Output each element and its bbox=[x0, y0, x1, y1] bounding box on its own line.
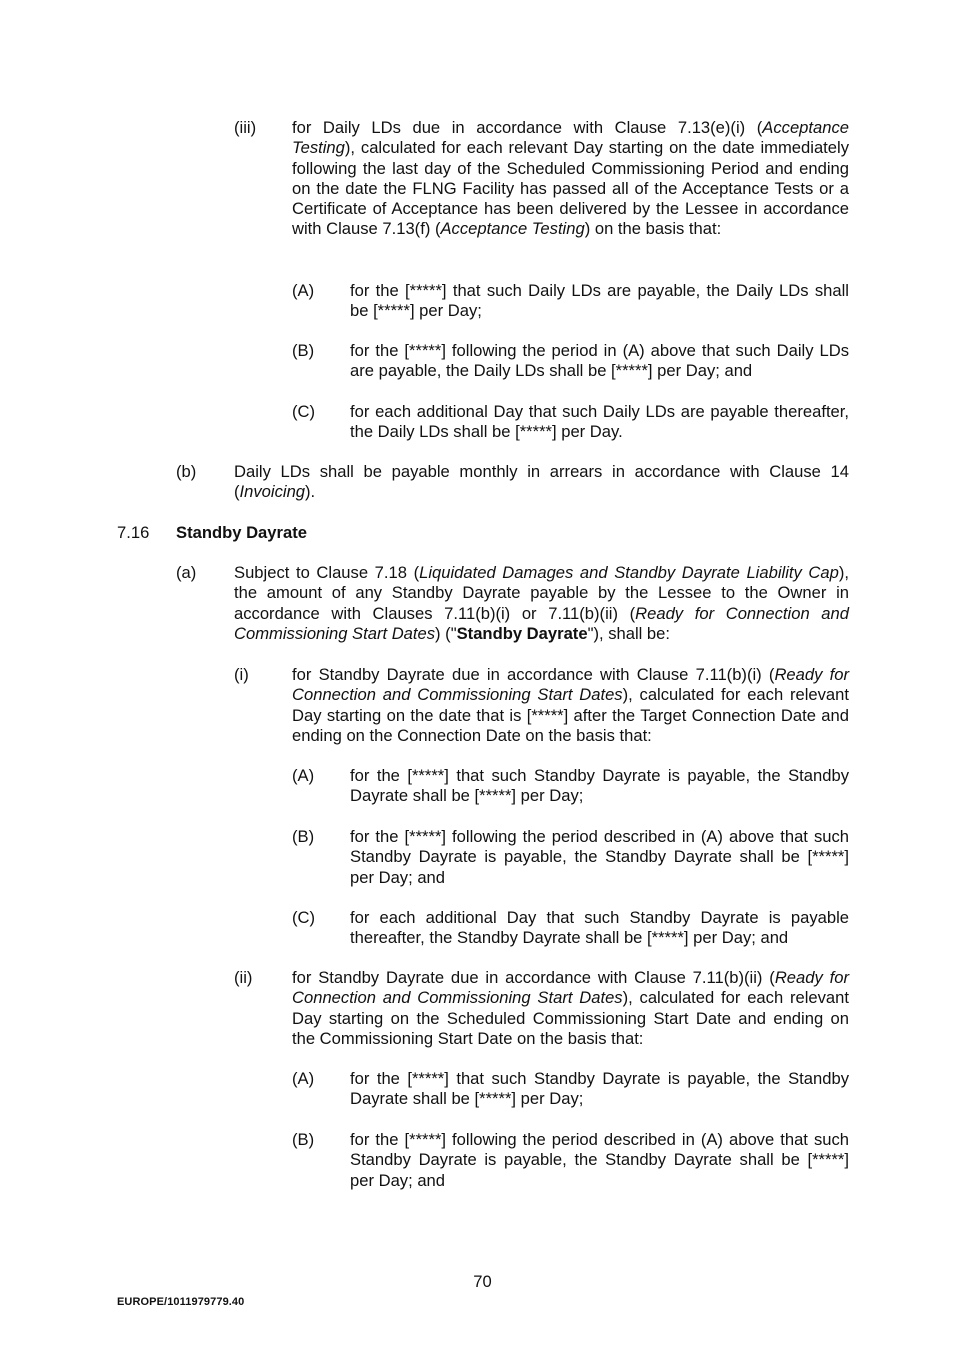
subclause-label-ii-B: (B) bbox=[292, 1130, 315, 1149]
clause-label-iii: (iii) bbox=[234, 118, 257, 137]
clause-label-a: (a) bbox=[176, 563, 197, 582]
clause-a-text-4: "), shall be: bbox=[587, 623, 671, 643]
clause-label-i: (i) bbox=[234, 665, 249, 684]
clause-ii-ref: Ready for Connection and Commissioning Start Dates bbox=[292, 968, 849, 1008]
page-number: 70 bbox=[473, 1272, 492, 1291]
subclause-label-i-C: (C) bbox=[292, 908, 316, 927]
document-reference: EUROPE/1011979779.40 bbox=[117, 1296, 245, 1308]
subclause-label-iii-C: (C) bbox=[292, 402, 316, 421]
clause-i-text bbox=[292, 665, 849, 746]
clause-a-ref-2: Ready for Connection and Commissioning Start Dates bbox=[234, 603, 849, 643]
clause-b-ref: Invoicing bbox=[239, 482, 306, 502]
subclause-label-ii-A: (A) bbox=[292, 1069, 315, 1088]
clause-label-b: (b) bbox=[176, 462, 197, 481]
section-number: 7.16 bbox=[117, 523, 150, 542]
clause-iii-text-3: ) on the basis that: bbox=[584, 219, 722, 239]
clause-a-ref-1: Liquidated Damages and Standby Dayrate Liability Cap bbox=[419, 563, 839, 582]
subclause-label-i-A: (A) bbox=[292, 766, 315, 785]
subclause-ii-B-text: for the [*****] following the period described in (A) above that such Standby Dayrate is payable, the Standby Dayrate shall be [*****] per Day; and bbox=[350, 1130, 849, 1190]
clause-iii-text-1: for Daily LDs due in accordance with Clause 7.13(e)(i) ( bbox=[292, 118, 763, 137]
clause-ii-text-2: ), calculated for each relevant Day starting on the Scheduled Commissioning Start Date and ending on the Commissioning Start Date on the basis that: bbox=[292, 988, 849, 1048]
subclause-label-iii-A: (A) bbox=[292, 281, 315, 300]
clause-iii-ref-2: Acceptance Testing bbox=[440, 219, 585, 239]
subclause-iii-B-text: for the [*****] following the period in (A) above that such Daily LDs are payable, the Daily LDs shall be [*****] per Day; and bbox=[350, 341, 849, 381]
clause-a-text-1: Subject to Clause 7.18 ( bbox=[234, 563, 420, 582]
clause-ii-text-1: for Standby Dayrate due in accordance with Clause 7.11(b)(ii) ( bbox=[292, 968, 775, 987]
subclause-iii-C-text: for each additional Day that such Daily LDs are payable thereafter, the Daily LDs shall be [*****] per Day. bbox=[350, 402, 849, 442]
clause-a-text-3: ) (" bbox=[435, 623, 457, 643]
clause-b-text bbox=[234, 462, 849, 503]
clause-ii-text bbox=[292, 968, 849, 1049]
clause-i-text-1: for Standby Dayrate due in accordance with Clause 7.11(b)(i) ( bbox=[292, 665, 775, 684]
section-title: Standby Dayrate bbox=[176, 523, 307, 542]
clause-i-text-2: ), calculated for each relevant Day starting on the date that is [*****] after the Target Connection Date and ending on the Connection Date on the basis that: bbox=[292, 685, 849, 745]
clause-iii-ref-1: Acceptance Testing bbox=[292, 118, 849, 158]
clause-b-text-2: ). bbox=[305, 482, 316, 502]
subclause-label-i-B: (B) bbox=[292, 827, 315, 846]
subclause-label-iii-B: (B) bbox=[292, 341, 315, 360]
subclause-iii-A-text: for the [*****] that such Daily LDs are payable, the Daily LDs shall be [*****] per Day; bbox=[350, 281, 849, 321]
subclause-ii-A-text: for the [*****] that such Standby Dayrate is payable, the Standby Dayrate shall be [*****] per Day; bbox=[350, 1069, 849, 1109]
defined-term: Standby Dayrate bbox=[456, 623, 588, 643]
clause-iii-text-2: ), calculated for each relevant Day starting on the date immediately following the last day of the Scheduled Commissioning Period and ending on the date the FLNG Facility has passed all of the Acceptance Tests or a Certificate of Acceptance has been delivered by the Lessee in accordance with Clause 7.13(f) ( bbox=[292, 138, 849, 239]
clause-b-text-1: Daily LDs shall be payable monthly in arrears in accordance with Clause 14 ( bbox=[234, 462, 849, 502]
clause-a-text bbox=[234, 563, 849, 644]
subclause-i-A-text: for the [*****] that such Standby Dayrate is payable, the Standby Dayrate shall be [*****] per Day; bbox=[350, 766, 849, 806]
subclause-i-B-text: for the [*****] following the period described in (A) above that such Standby Dayrate is payable, the Standby Dayrate shall be [*****] per Day; and bbox=[350, 827, 849, 887]
clause-label-ii: (ii) bbox=[234, 968, 253, 987]
subclause-i-C-text: for each additional Day that such Standby Dayrate is payable thereafter, the Standby Dayrate shall be [*****] per Day; and bbox=[350, 908, 849, 948]
clause-iii-text bbox=[292, 118, 849, 240]
clause-i-ref: Ready for Connection and Commissioning Start Dates bbox=[292, 665, 849, 705]
clause-a-text-2: ), the amount of any Standby Dayrate payable by the Lessee to the Owner in accordance with Clauses 7.11(b)(i) or 7.11(b)(ii) ( bbox=[234, 563, 849, 623]
